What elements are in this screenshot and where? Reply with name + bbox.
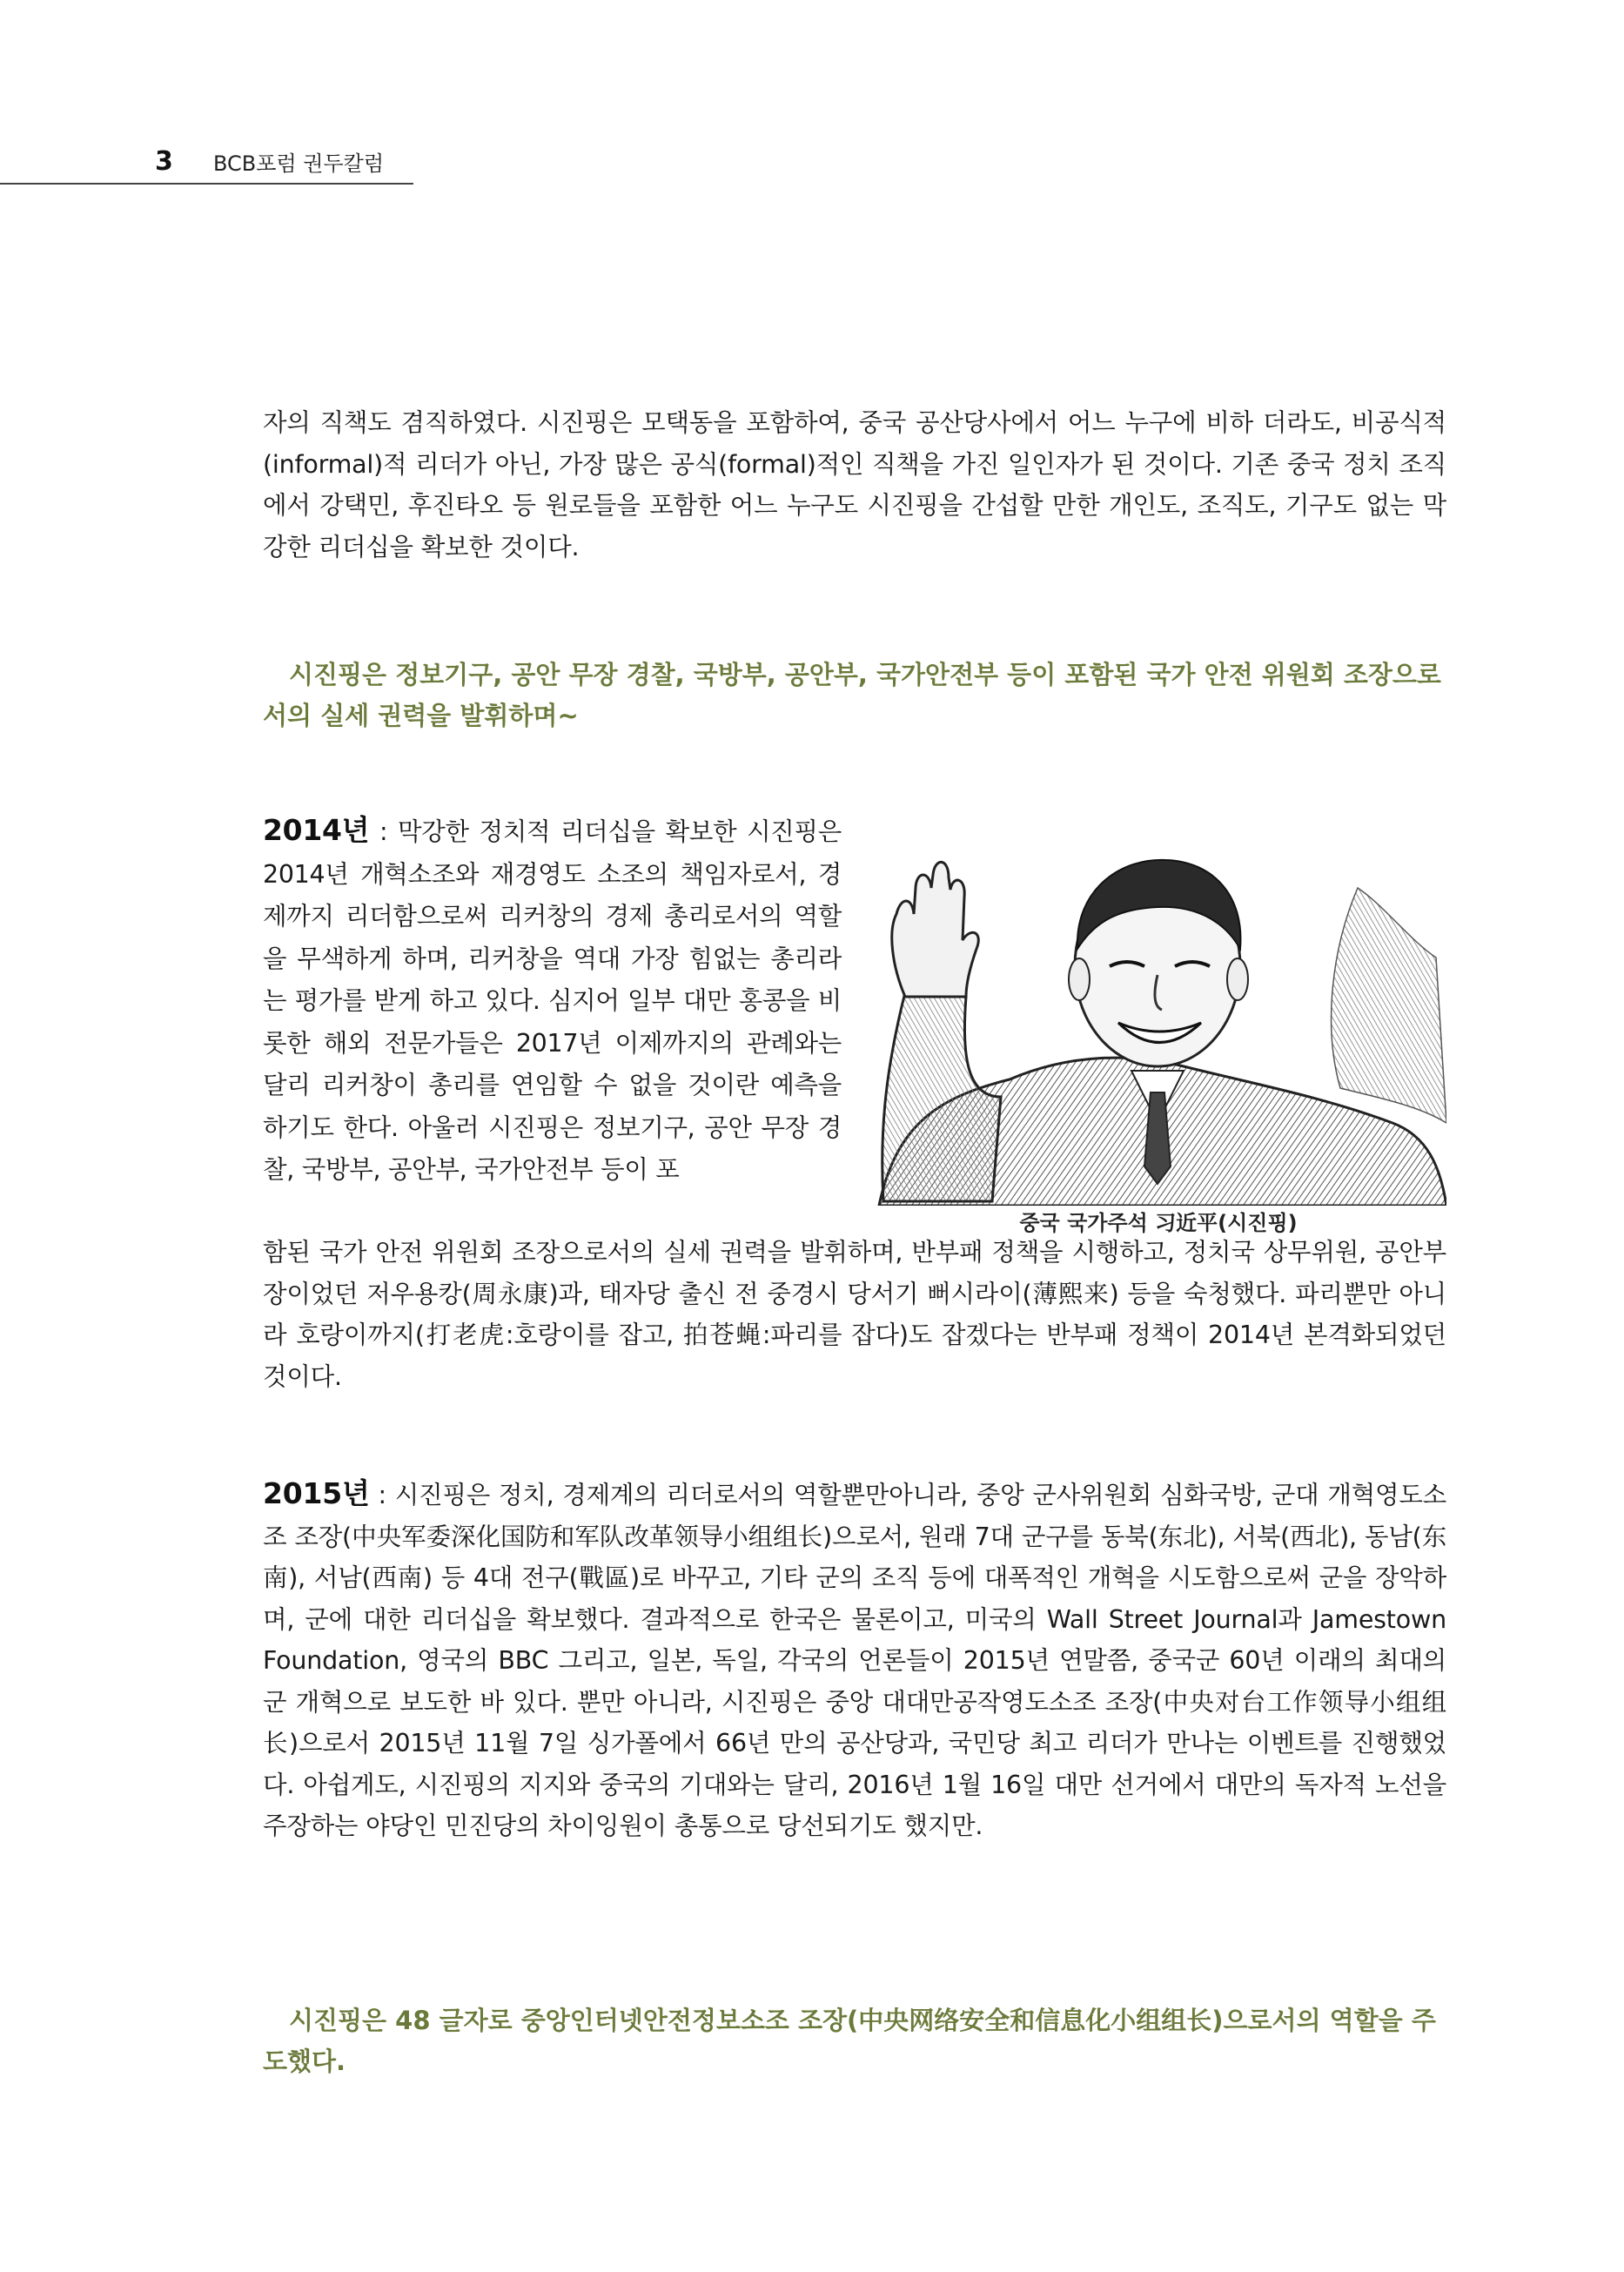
callout-quote-2: 시진핑은 48 글자로 중앙인터넷안전정보소조 조장(中央网络安全和信息化小组组长)으로서의 역할을 주도했다. xyxy=(263,2006,1436,2076)
xi-jinping-illustration xyxy=(870,836,1446,1206)
paragraph-2014-continued: 함된 국가 안전 위원회 조장으로서의 실세 권력을 발휘하며, 반부패 정책을 시행하고, 정치국 상무위원, 공안부장이었던 저우용캉(周永康)과, 태자당 출신 전 중경시 당서기 뻐시라이(薄熙来) 등을 숙청했다. 파리뿐만 아니라 호랑이까지(打老虎:호랑이를 잡고, 拍苍蝇:파리를 잡다)도 잡겠다는 반부패 정책이 2014년 본격화되었던 것이다. xyxy=(263,1238,1446,1391)
figure-caption: 중국 국가주석 习近平(시진핑) xyxy=(1019,1211,1298,1235)
page-number: 3 xyxy=(155,146,173,177)
text-2014-part-1: : 막강한 정치적 리더십을 확보한 시진핑은 2014년 개혁소조와 재경영도 소조의 책임자로서, 경제까지 리더함으로써 리커창의 경제 총리로서의 역할을 무색하게 하며, 리커창을 역대 가장 힘없는 총리라는 평가를 받게 하고 있다. 심지어 일부 대만 홍콩을 비롯한 해외 전문가들은 2017년 이제까지의 관례와는 달리 리커창이 총리를 연임할 수 없을 것이란 예측을 하기도 한다. 아울러 시진핑은 정보기구, 공안 무장 경찰, 국방부, 공안부, 국가안전부 등이 포 xyxy=(263,817,842,1184)
text-2015: : 시진핑은 정치, 경제계의 리더로서의 역할뿐만아니라, 중앙 군사위원회 심화국방, 군대 개혁영도소조 조장(中央军委深化国防和军队改革领导小组组长)으로서, 원래 7대 군구를 동북(东北), 서북(西北), 동남(东南), 서남(西南) 등 4대 전구(戰區)로 바꾸고, 기타 군의 조직 등에 대폭적인 개혁을 시도함으로써 군을 장악하며, 군에 대한 리더십을 확보했다. 결과적으로 한국은 물론이고, 미국의 Wall Street Journal과 Jamestown Foundation, 영국의 BBC 그리고, 일본, 독일, 각국의 언론들이 2015년 연말쯤, 중국군 60년 이래의 최대의 군 개혁으로 보도한 바 있다. 뿐만 아니라, 시진핑은 중앙 대대만공작영도소조 조장(中央对台工作领导小组组长)으로서 2015년 11월 7일 싱가폴에서 66년 만의 공산당과, 국민당 최고 리더가 만나는 이벤트를 진행했었다. 아쉽게도, 시진핑의 지지와 중국의 기대와는 달리, 2016년 1월 16일 대만 선거에서 대만의 독자적 노선을 주장하는 야당인 민진당의 차이잉원이 총통으로 당선되기도 했지만. xyxy=(263,1481,1446,1840)
lead-2015: 2015년 xyxy=(263,1476,370,1510)
paragraph-2014-beside-figure xyxy=(263,810,842,1192)
portrait-drawing xyxy=(870,836,1446,1206)
page-header xyxy=(0,144,413,185)
paragraph-2015 xyxy=(263,1473,1446,1847)
callout-quote-1: 시진핑은 정보기구, 공안 무장 경찰, 국방부, 공안부, 국가안전부 등이 포함된 국가 안전 위원회 조장으로서의 실세 권력을 발휘하며~ xyxy=(263,660,1441,730)
intro-paragraph: 자의 직책도 겸직하였다. 시진핑은 모택동을 포함하여, 중국 공산당사에서 어느 누구에 비하 더라도, 비공식적(informal)적 리더가 아닌, 가장 많은 공식(formal)적인 직책을 가진 일인자가 된 것이다. 기존 중국 정치 조직에서 강택민, 후진타오 등 원로들을 포함한 어느 누구도 시진핑을 간섭할 만한 개인도, 조직도, 기구도 없는 막강한 리더십을 확보한 것이다. xyxy=(263,408,1446,561)
lead-2014: 2014년 xyxy=(263,813,370,847)
running-title: BCB포럼 권두칼럼 xyxy=(213,151,384,176)
